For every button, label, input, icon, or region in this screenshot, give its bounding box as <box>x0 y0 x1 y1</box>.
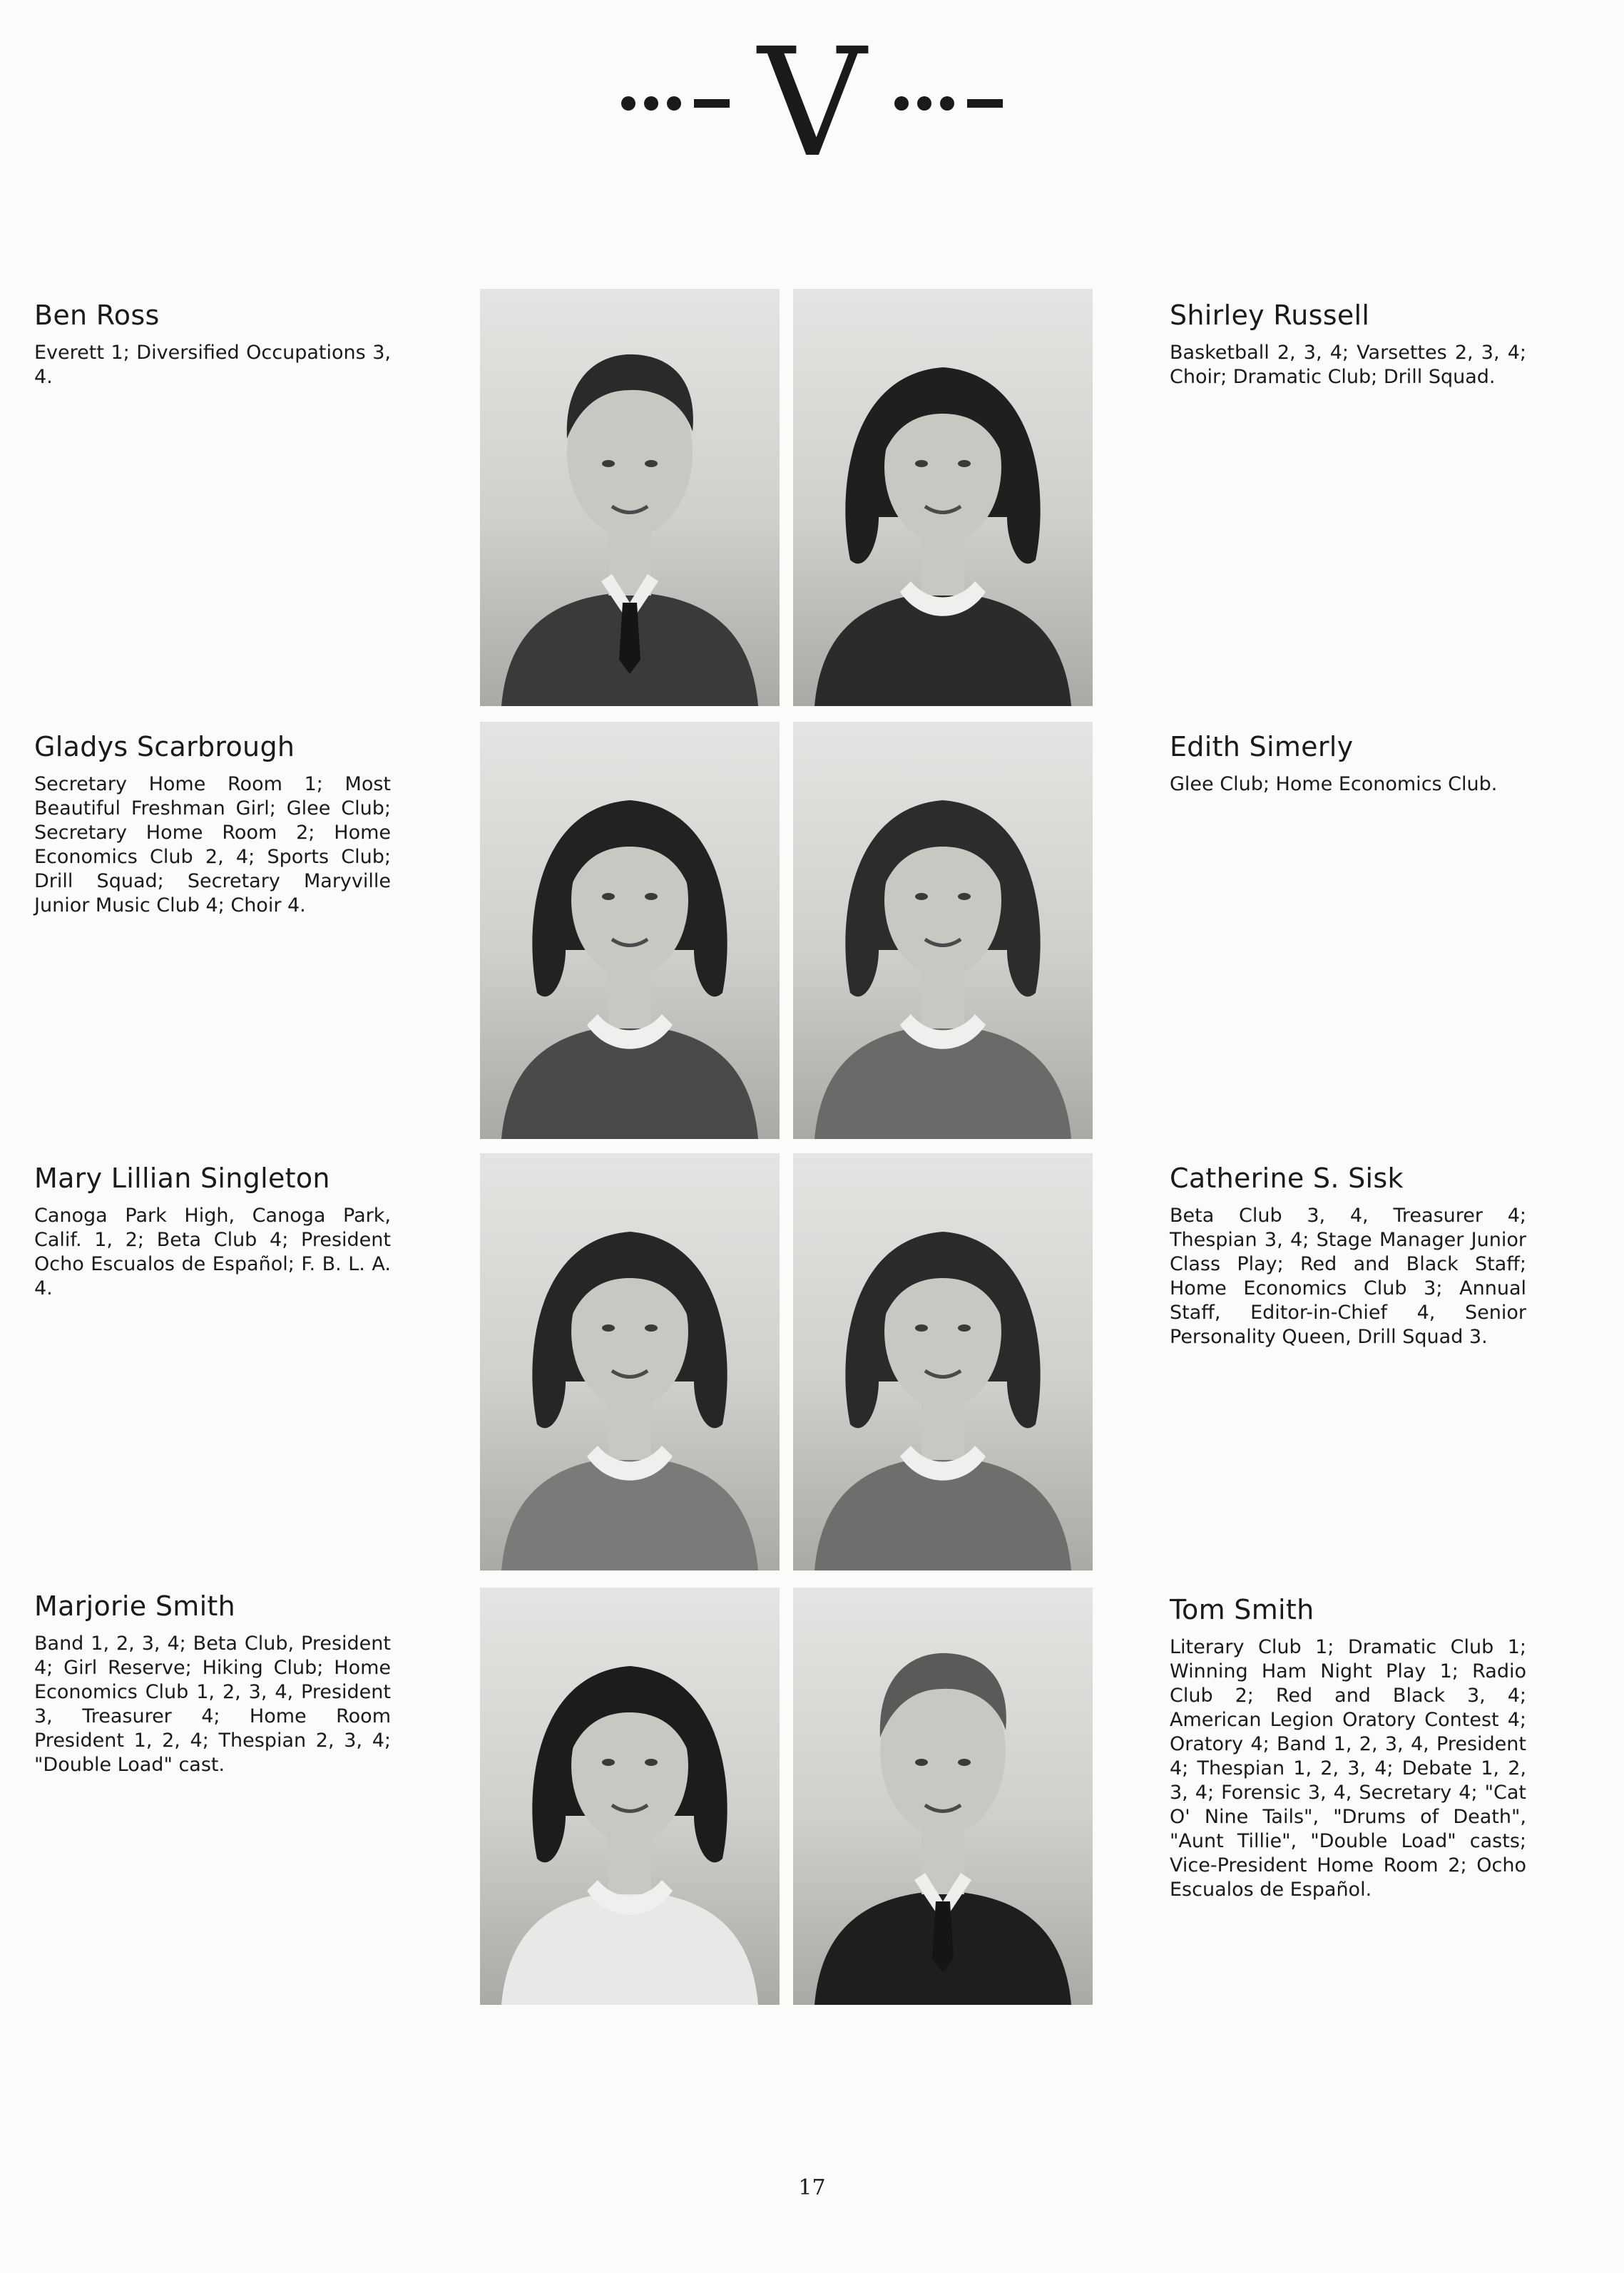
student-photo <box>793 722 1093 1139</box>
section-letter: V <box>757 16 867 190</box>
student-name: Marjorie Smith <box>34 1590 236 1622</box>
student-name: Mary Lillian Singleton <box>34 1163 330 1194</box>
page-number: 17 <box>798 2175 826 2200</box>
student-name: Tom Smith <box>1170 1594 1314 1625</box>
student-activities: Basketball 2, 3, 4; Varsettes 2, 3, 4; Choir; Dramatic Club; Drill Squad. <box>1170 341 1526 388</box>
student-entry <box>1170 300 1526 389</box>
page-header <box>0 16 1624 190</box>
student-name: Gladys Scarbrough <box>34 731 295 762</box>
header-ornament-right <box>894 96 1003 111</box>
student-activities: Literary Club 1; Dramatic Club 1; Winning Ham Night Play 1; Radio Club 2; Red and Black 3, 4; American Legion Oratory Contest 4; Oratory 4; Band 1, 2, 3, 4, President 4; Thespian 1, 2, 3, 4; Debate 1, 2, 3, 4; Forensic 3, 4, Secretary 4; "Cat O' Nine Tails", "Drums of Death", "Aunt Tillie", "Double Load" casts; Vice-President Home Room 2; Ocho Escualos de Español. <box>1170 1635 1526 1901</box>
student-entry <box>1170 731 1526 797</box>
student-name: Catherine S. Sisk <box>1170 1163 1404 1194</box>
student-name: Shirley Russell <box>1170 300 1370 331</box>
student-entry <box>34 1163 391 1301</box>
student-photo <box>793 1153 1093 1570</box>
student-entry <box>1170 1594 1526 1902</box>
student-photo <box>793 1588 1093 2005</box>
student-activities: Secretary Home Room 1; Most Beautiful Freshman Girl; Glee Club; Secretary Home Room 2; Home Economics Club 2, 4; Sports Club; Drill Squad; Secretary Maryville Junior Music Club 4; Choir 4. <box>34 772 391 916</box>
student-name: Ben Ross <box>34 300 160 331</box>
student-photo <box>480 289 780 706</box>
student-name: Edith Simerly <box>1170 731 1354 762</box>
student-activities: Canoga Park High, Canoga Park, Calif. 1, 2; Beta Club 4; President Ocho Escualos de Español; F. B. L. A. 4. <box>34 1204 391 1299</box>
student-activities: Glee Club; Home Economics Club. <box>1170 772 1498 795</box>
student-activities: Beta Club 3, 4, Treasurer 4; Thespian 3, 4; Stage Manager Junior Class Play; Red and Black Staff; Home Economics Club 3; Annual Staff, Editor-in-Chief 4, Senior Personality Queen, Drill Squad 3. <box>1170 1204 1526 1348</box>
student-entry <box>34 731 391 918</box>
student-photo <box>480 1588 780 2005</box>
student-entry <box>34 1590 391 1777</box>
header-ornament-left <box>621 96 730 111</box>
student-photo <box>480 722 780 1139</box>
student-photo <box>480 1153 780 1570</box>
student-entry <box>34 300 391 389</box>
student-photo <box>793 289 1093 706</box>
student-activities: Band 1, 2, 3, 4; Beta Club, President 4; Girl Reserve; Hiking Club; Home Economics Club 1, 2, 3, 4, President 3, Treasurer 4; Home Room President 1, 2, 4; Thespian 2, 3, 4; "Double Load" cast. <box>34 1632 391 1776</box>
student-entry <box>1170 1163 1526 1349</box>
student-activities: Everett 1; Diversified Occupations 3, 4. <box>34 341 391 388</box>
